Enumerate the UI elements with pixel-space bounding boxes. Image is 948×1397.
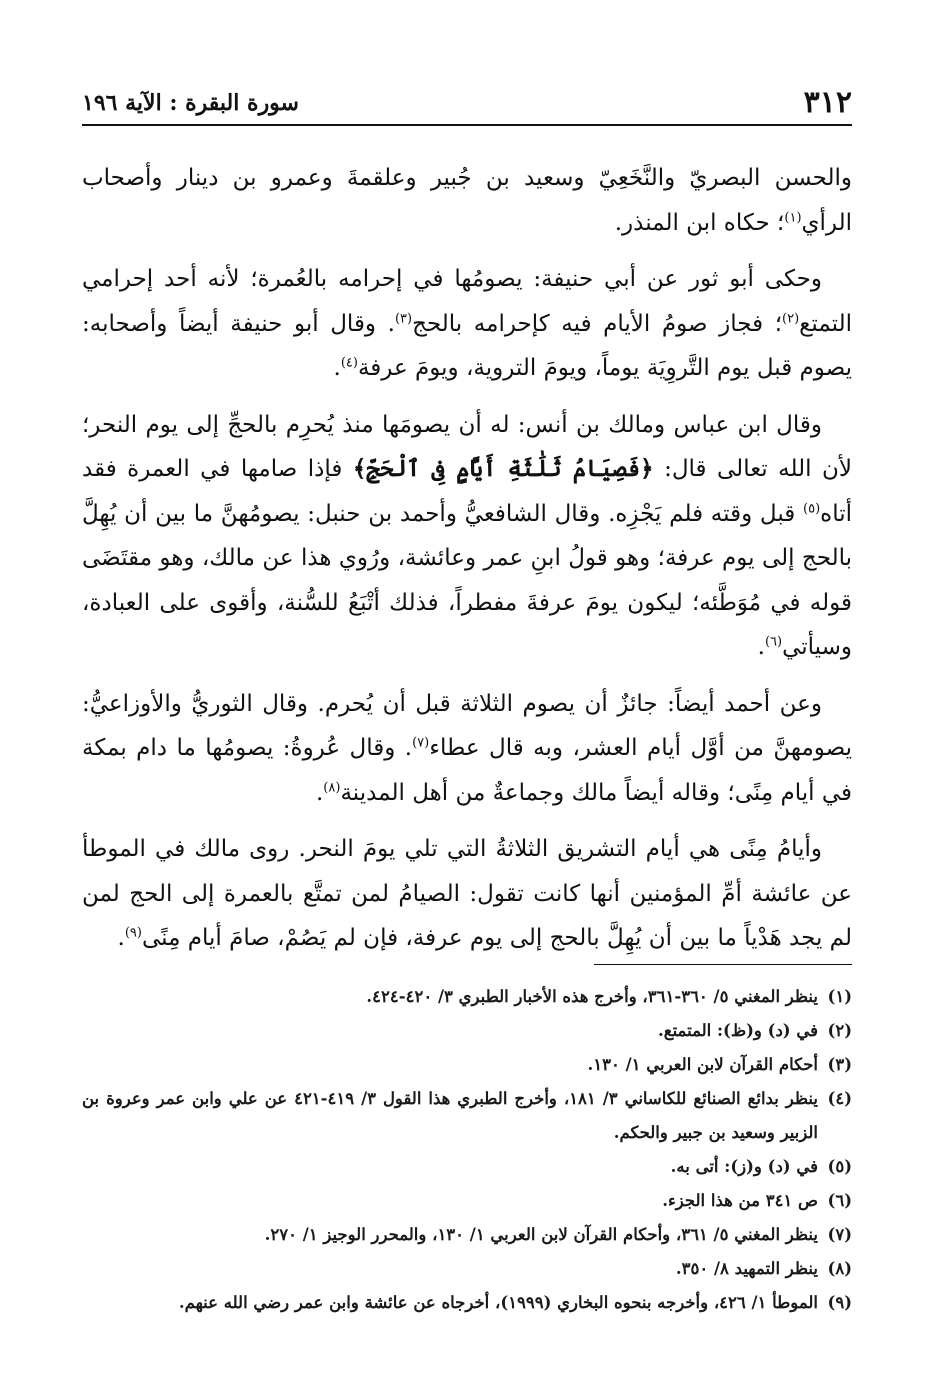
footnote-text: ينظر المغني ٥/ ٣٦٠-٣٦١، وأخرج هذه الأخبار الطبري ٣/ ٤٢٠-٤٢٤. bbox=[366, 987, 818, 1006]
footnote-text: أحكام القرآن لابن العربي ١/ ١٣٠. bbox=[587, 1055, 818, 1074]
paragraph bbox=[82, 403, 852, 670]
footnote-marker: (٢) bbox=[782, 310, 800, 326]
footnote-item bbox=[82, 1150, 852, 1184]
main-text bbox=[82, 156, 852, 973]
paragraph-text: والحسن البصريّ والنَّخَعِيّ وسعيد بن جُبير وعلقمةَ وعمرو بن دينار وأصحاب الرأي bbox=[82, 165, 852, 236]
footnote-text: في (د) و(ظ): المتمتع. bbox=[658, 1021, 818, 1040]
footnote-marker: (٩) bbox=[124, 925, 142, 941]
running-title: سورة البقرة : الآية ١٩٦ bbox=[82, 90, 299, 116]
footnote-item bbox=[82, 980, 852, 1014]
footnote-item bbox=[82, 1184, 852, 1218]
paragraph bbox=[82, 156, 852, 245]
paragraph bbox=[82, 257, 852, 391]
footnote-number: (٢) bbox=[827, 1021, 852, 1040]
footnotes bbox=[82, 980, 852, 1320]
footnote-number: (٦) bbox=[827, 1191, 852, 1210]
paragraph bbox=[82, 827, 852, 961]
footnote-marker: (٤) bbox=[340, 355, 358, 371]
paragraph-text: . وقال عُروةُ: يصومُها ما دام بمكة في أيام مِنًى؛ وقاله أيضاً مالك وجماعةٌ من أهل المدينة bbox=[82, 735, 852, 806]
footnote-marker: (٦) bbox=[764, 634, 783, 650]
footnote-number: (٩) bbox=[827, 1293, 852, 1312]
footnote-item bbox=[82, 1082, 852, 1150]
footnote-divider bbox=[594, 964, 852, 965]
footnote-item bbox=[82, 1218, 852, 1252]
footnote-item bbox=[82, 1252, 852, 1286]
paragraph bbox=[82, 682, 852, 816]
paragraph-text: . bbox=[333, 355, 341, 381]
paragraph-text: وقال ابن عباس ومالك بن أنس: له أن يصومَها منذ يُحرِم بالحجِّ إلى يوم النحر؛ لأن الله تعالى قال: bbox=[82, 411, 852, 482]
footnote-text: في (د) و(ز): أتى به. bbox=[670, 1157, 818, 1176]
page-header bbox=[82, 72, 852, 126]
page-number: ٣١٢ bbox=[803, 85, 852, 120]
footnote-text: الموطأ ١/ ٤٢٦، وأخرجه بنحوه البخاري (١٩٩٩)، أخرجاه عن عائشة وابن عمر رضي الله عنهم. bbox=[178, 1293, 818, 1312]
paragraph-text: . bbox=[117, 925, 125, 951]
footnote-number: (٧) bbox=[827, 1225, 852, 1244]
footnote-number: (٨) bbox=[827, 1259, 852, 1278]
quran-quote: ﴿فَصِيَامُ ثَلَٰثَةِ أَيَّامٍ فِى ٱلْحَجِّ﴾ bbox=[352, 455, 654, 482]
footnote-number: (١) bbox=[827, 987, 852, 1006]
footnote-text: ينظر التمهيد ٨/ ٣٥٠. bbox=[675, 1259, 818, 1278]
paragraph-text: فإذا صامها في العمرة فقد أتاه bbox=[82, 456, 852, 527]
footnote-text: ينظر المغني ٥/ ٣٦١، وأحكام القرآن لابن العربي ١/ ١٣٠، والمحرر الوجيز ١/ ٢٧٠. bbox=[264, 1225, 818, 1244]
paragraph-text: . bbox=[757, 634, 765, 660]
paragraph-text: وأيامُ مِنًى هي أيام التشريق الثلاثةُ التي تلي يومَ النحر. روى مالك في الموطأ عن عائشة أمِّ المؤمنين أنها كانت تقول: الصيامُ لمن تمتَّع بالعمرة إلى الحج لمن لم يجد هَدْياً ما بين أن يُهِلَّ بالحج إلى يوم عرفة، فإن لم يَصُمْ، صامَ أيام مِنًى bbox=[82, 836, 852, 951]
footnote-marker: (٧) bbox=[412, 735, 430, 751]
paragraph-text: وحكى أبو ثور عن أبي حنيفة: يصومُها في إحرامه بالعُمرة؛ لأنه أحد إحرامي التمتع bbox=[82, 266, 852, 337]
paragraph-text: ؛ فجاز صومُ الأيام فيه كإحرامه بالحج bbox=[412, 310, 783, 337]
footnote-number: (٣) bbox=[827, 1055, 852, 1074]
footnote-text: ص ٣٤١ من هذا الجزء. bbox=[662, 1191, 818, 1210]
footnote-item bbox=[82, 1014, 852, 1048]
footnote-item bbox=[82, 1286, 852, 1320]
footnote-number: (٥) bbox=[827, 1157, 852, 1176]
footnote-marker: (١) bbox=[784, 209, 802, 225]
footnote-item bbox=[82, 1048, 852, 1082]
footnote-marker: (٣) bbox=[394, 310, 413, 326]
footnote-number: (٤) bbox=[827, 1089, 852, 1108]
footnote-marker: (٥) bbox=[803, 500, 821, 516]
paragraph-text: وعن أحمد أيضاً: جائزٌ أن يصوم الثلاثة قبل أن يُحرم. وقال الثوريُّ والأوزاعيُّ: يصومهنَّ من أوَّل أيام العشر، وبه قال عطاء bbox=[82, 690, 852, 761]
footnote-marker: (٨) bbox=[323, 779, 341, 795]
paragraph-text: قبل وقته فلم يَجْزِه. وقال الشافعيُّ وأحمد بن حنبل: يصومُهنَّ ما بين أن يُهِلَّ بالحج إلى يوم عرفة؛ وهو قولُ ابنِ عمر وعائشة، ورُوي هذا عن مالك، وهو مقتَضَى قوله في مُوَطَّئه؛ ليكون يومَ عرفةَ مفطراً، فذلك أتْبَعُ للسُّنة، وأقوى على العبادة، وسيأتي bbox=[82, 500, 852, 660]
footnote-text: ينظر بدائع الصنائع للكاساني ٣/ ١٨١، وأخرج الطبري هذا القول ٣/ ٤١٩-٤٢١ عن علي وابن عمر وعروة بن الزبير وسعيد بن جبير والحكم. bbox=[82, 1089, 818, 1142]
paragraph-text: ؛ حكاه ابن المنذر. bbox=[614, 209, 785, 236]
paragraph-text: . وقال أبو حنيفة أيضاً وأصحابه: يصوم قبل يوم التَّروِيَة يوماً، ويومَ التروية، ويومَ عرفة bbox=[82, 310, 852, 381]
paragraph-text: . bbox=[315, 779, 324, 806]
